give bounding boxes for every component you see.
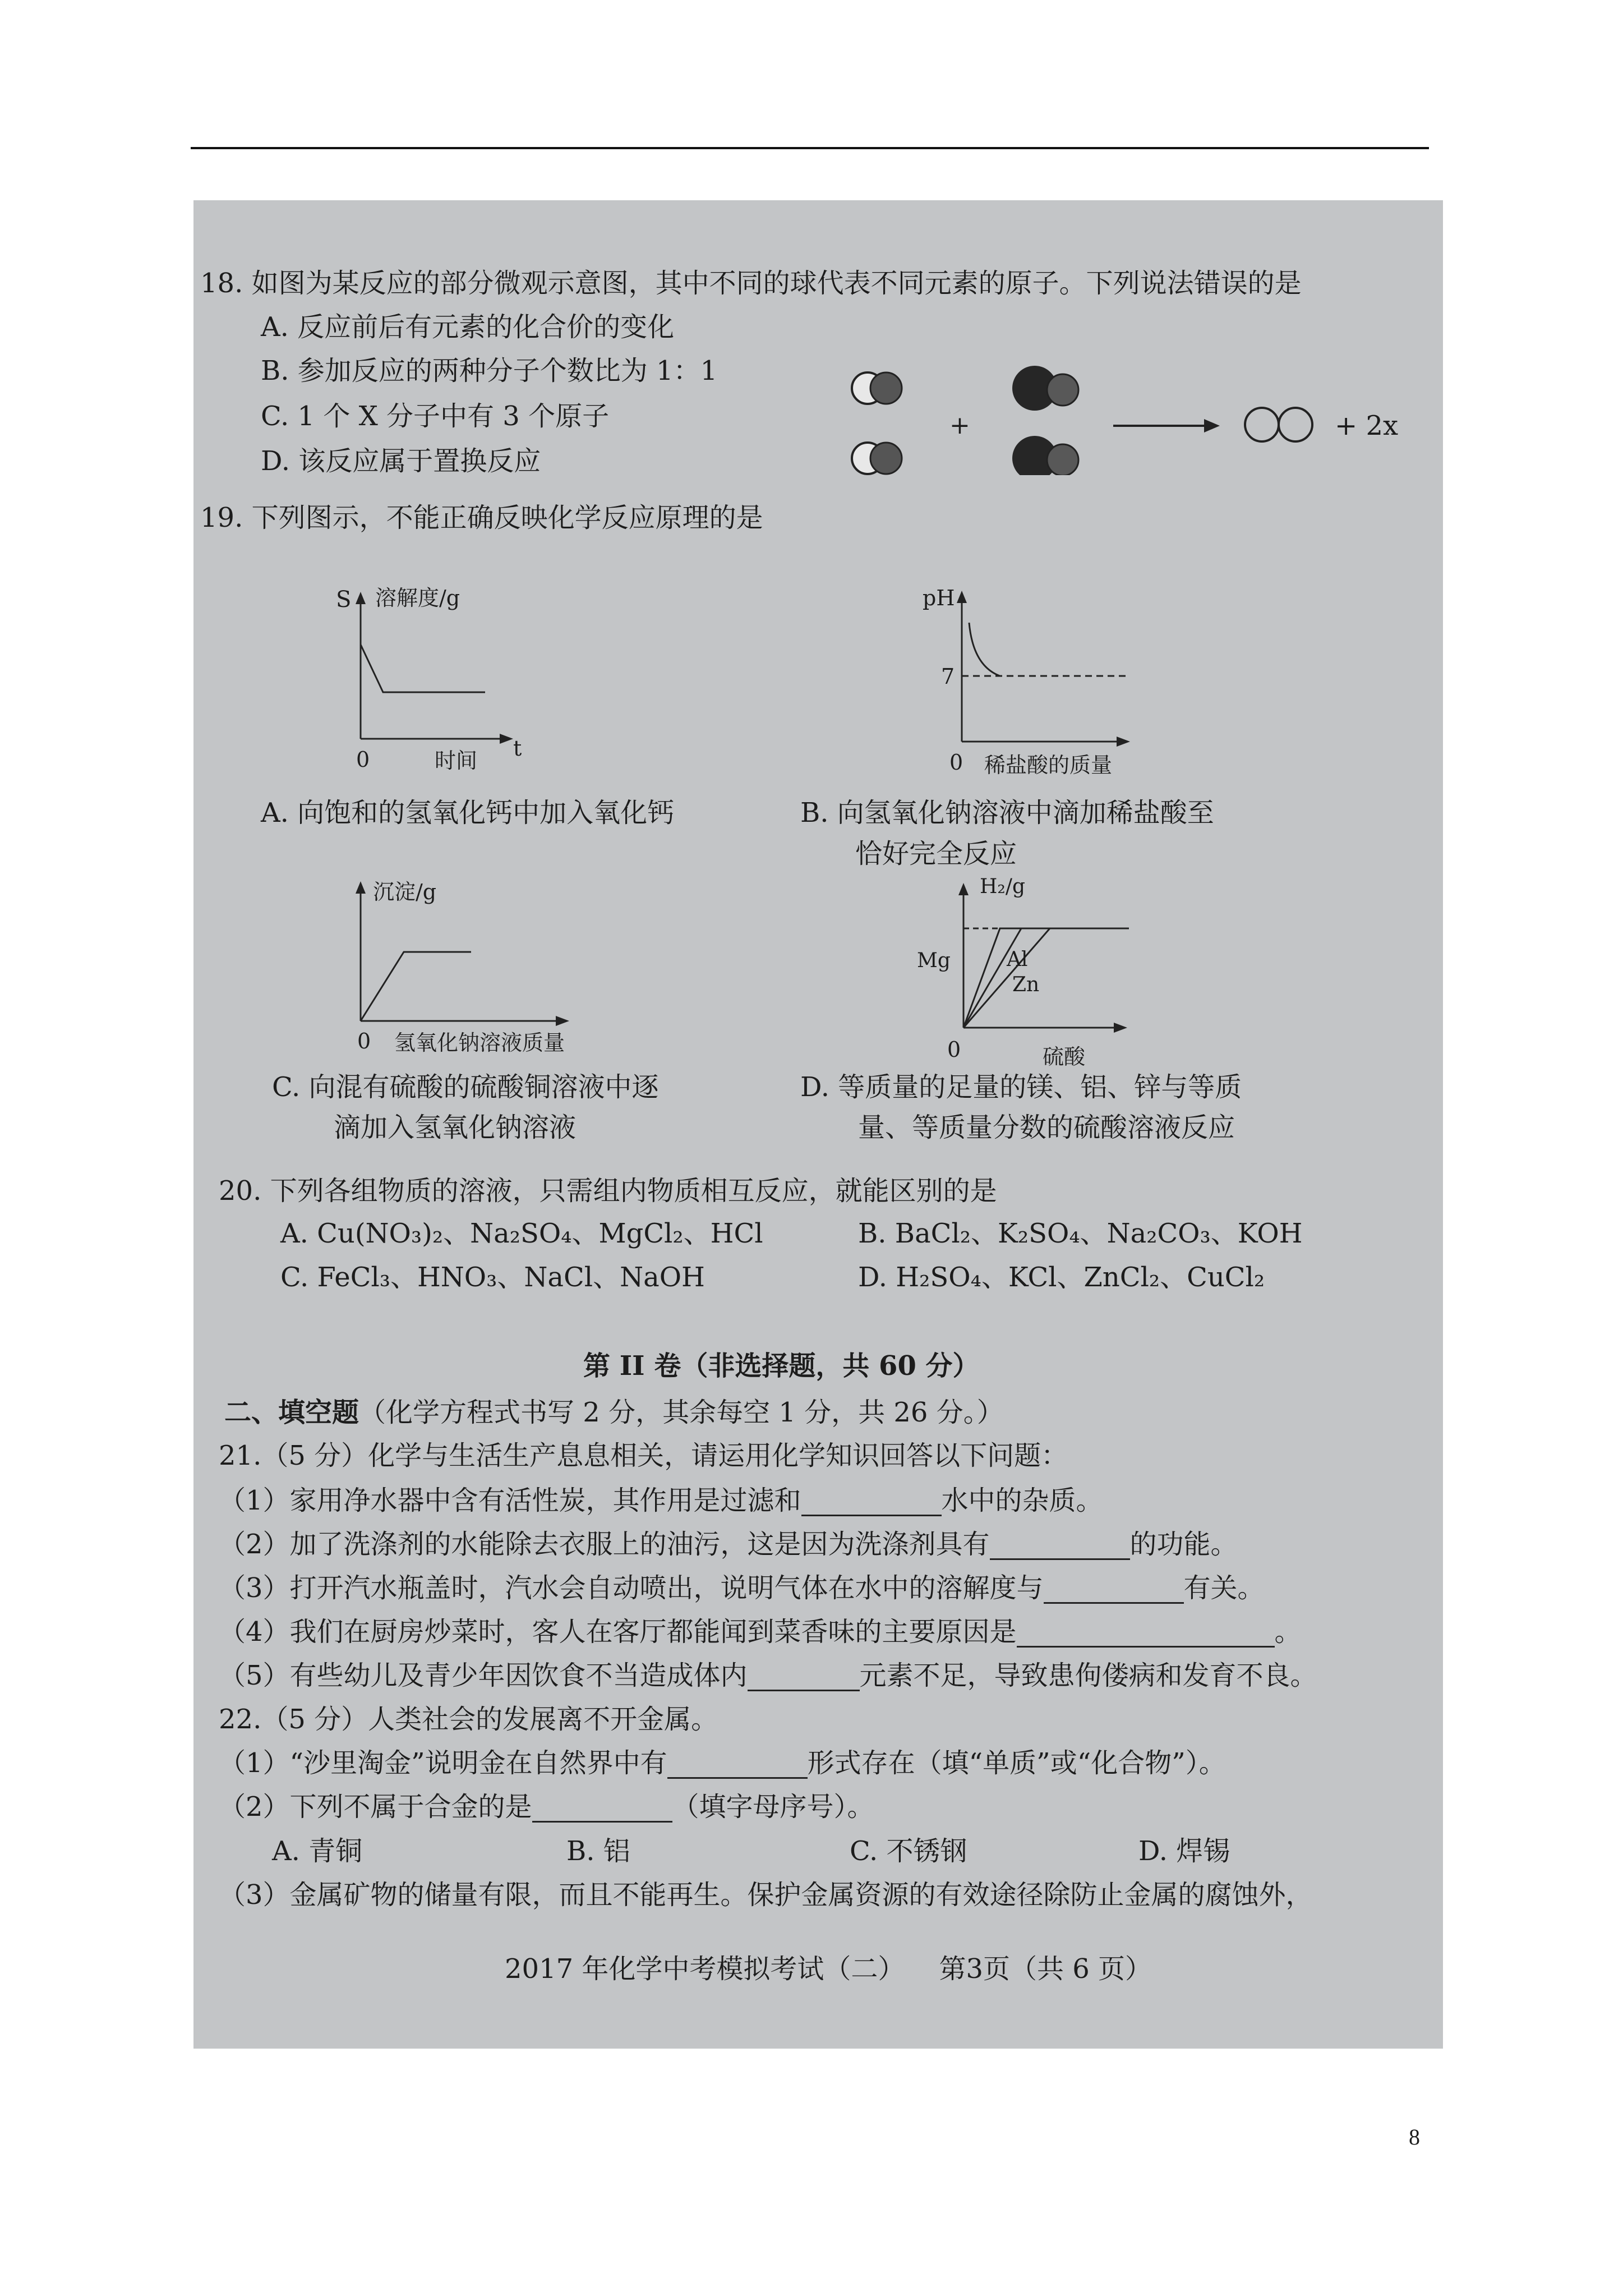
- q21-l4-text: （4）我们在厨房炒菜时，客人在客厅都能闻到菜香味的主要原因是: [219, 1616, 1017, 1648]
- chart-a: [322, 582, 603, 772]
- q18-option-d: D. 该反应属于置换反应: [261, 445, 541, 477]
- chart-d-al: Al: [1007, 948, 1028, 971]
- chart-b-xlabel: 稀盐酸的质量: [984, 753, 1113, 777]
- q22-blank-1[interactable]: [667, 1752, 808, 1779]
- chart-c-xlabel: 氢氧化钠溶液质量: [394, 1030, 565, 1055]
- chart-d-origin: 0: [947, 1037, 961, 1062]
- q19-stem: 19. 下列图示，不能正确反映化学反应原理的是: [200, 502, 763, 533]
- q21-l1-text: （1）家用净水器中含有活性炭，其作用是过滤和: [219, 1485, 801, 1516]
- chart-a-curve: [361, 645, 485, 692]
- q21-l2-tail: 的功能。: [1129, 1529, 1238, 1560]
- q21-l1-tail: 水中的杂质。: [941, 1485, 1103, 1516]
- exam-footer: 2017 年化学中考模拟考试（二） 第3页（共 6 页）: [505, 1953, 1152, 1985]
- q22-line-3: （3）金属矿物的储量有限，而且不能再生。保护金属资源的有效途径除防止金属的腐蚀外，: [219, 1879, 1313, 1911]
- chart-a-t: t: [513, 736, 522, 761]
- chart-b-seven: 7: [941, 664, 955, 689]
- chart-a-origin: 0: [356, 747, 370, 772]
- q21-l3-text: （3）打开汽水瓶盖时，汽水会自动喷出，说明气体在水中的溶解度与: [219, 1572, 1044, 1604]
- q20-option-a: A. Cu(NO₃)₂、Na₂SO₄、MgCl₂、HCl: [280, 1218, 763, 1249]
- section2-heading: 二、填空题: [224, 1397, 359, 1428]
- q22-line-2: [219, 1791, 874, 1823]
- q21-blank-1[interactable]: [801, 1490, 942, 1516]
- chart-c: [322, 857, 670, 1059]
- chart-a-ylabel: 溶解度/g: [375, 586, 460, 610]
- q21-blank-5[interactable]: [748, 1665, 860, 1691]
- chart-d-xlabel: 硫酸: [1043, 1045, 1086, 1069]
- q22-l2-text: （2）下列不属于合金的是: [219, 1791, 532, 1823]
- q20-option-b: B. BaCl₂、K₂SO₄、Na₂CO₃、KOH: [858, 1218, 1303, 1249]
- q18-option-a: A. 反应前后有元素的化合价的变化: [261, 311, 675, 343]
- q21-blank-3[interactable]: [1044, 1577, 1184, 1604]
- q21-l4-tail: 。: [1274, 1616, 1302, 1648]
- reaction-diagram: [827, 346, 1433, 475]
- plus-sign: +: [949, 411, 970, 440]
- q22-blank-2[interactable]: [532, 1796, 672, 1823]
- molecule-cb-1: [1012, 366, 1078, 411]
- chart-d-ylabel: H₂/g: [980, 875, 1025, 898]
- plus-2x: + 2x: [1335, 410, 1399, 441]
- q20-option-d: D. H₂SO₄、KCl、ZnCl₂、CuCl₂: [858, 1262, 1265, 1293]
- chart-c-origin: 0: [357, 1029, 371, 1053]
- chart-b-ylabel: pH: [923, 586, 955, 610]
- molecule-cb-2: [1012, 436, 1078, 475]
- chart-b-curve: [969, 623, 1000, 676]
- q21-l5-tail: 元素不足，导致患佝偻病和发育不良。: [859, 1660, 1317, 1691]
- section2-heading-row: [224, 1397, 1004, 1428]
- chart-b-caption-2: 恰好完全反应: [855, 838, 1017, 869]
- q22-option-c: C. 不锈钢: [850, 1835, 967, 1867]
- exam-photo: [193, 200, 1443, 2049]
- chart-d-zn: Zn: [1012, 973, 1040, 996]
- chart-d-caption-2: 量、等质量分数的硫酸溶液反应: [858, 1112, 1235, 1143]
- section2-title: 第 II 卷（非选择题，共 60 分）: [583, 1350, 980, 1382]
- section2-heading-note: （化学方程式书写 2 分，其余每空 1 分，共 26 分。）: [359, 1397, 1004, 1428]
- q22-stem: 22.（5 分）人类社会的发展离不开金属。: [219, 1704, 718, 1735]
- molecule-aa: [1245, 408, 1312, 441]
- q21-line-1: [219, 1485, 1103, 1516]
- q22-option-a: A. 青铜: [272, 1835, 363, 1867]
- q21-blank-2[interactable]: [990, 1534, 1130, 1560]
- molecule-ab-2: [852, 443, 902, 474]
- molecule-ab-1: [852, 372, 902, 404]
- chart-c-curve: [361, 952, 471, 1021]
- q18-option-b: B. 参加反应的两种分子个数比为 1：1: [261, 355, 718, 386]
- chart-a-s: S: [336, 587, 352, 613]
- q20-stem: 20. 下列各组物质的溶液，只需组内物质相互反应，就能区别的是: [219, 1175, 997, 1207]
- chart-c-caption-1: C. 向混有硫酸的硫酸铜溶液中逐: [272, 1071, 659, 1103]
- chart-a-xlabel: 时间: [435, 748, 478, 772]
- q21-l5-text: （5）有些幼儿及青少年因饮食不当造成体内: [219, 1660, 748, 1691]
- chart-c-ylabel: 沉淀/g: [373, 880, 437, 904]
- q18-stem: 18. 如图为某反应的部分微观示意图，其中不同的球代表不同元素的原子。下列说法错误的是: [200, 268, 1302, 299]
- chart-d-mg-line: [963, 928, 1129, 1028]
- q21-blank-4[interactable]: [1017, 1621, 1275, 1648]
- q21-l3-tail: 有关。: [1183, 1572, 1265, 1604]
- reaction-arrow: [1113, 419, 1220, 432]
- chart-b-origin: 0: [949, 750, 963, 775]
- q21-line-2: [219, 1529, 1238, 1560]
- q21-l2-text: （2）加了洗涤剂的水能除去衣服上的油污，这是因为洗涤剂具有: [219, 1529, 990, 1560]
- chart-d-caption-1: D. 等质量的足量的镁、铝、锌与等质: [800, 1071, 1242, 1103]
- q22-l1-text: （1）“沙里淘金”说明金在自然界中有: [219, 1747, 667, 1779]
- q21-line-4: [219, 1616, 1302, 1648]
- chart-a-caption: A. 向饱和的氢氧化钙中加入氧化钙: [261, 797, 675, 829]
- page-number: 8: [1409, 2124, 1420, 2150]
- q22-option-b: B. 铝: [566, 1835, 630, 1867]
- q22-line-1: [219, 1747, 1226, 1779]
- q22-l1-tail: 形式存在（填“单质”或“化合物”）。: [807, 1747, 1226, 1779]
- chart-d-mg: Mg: [917, 949, 951, 972]
- header-rule: [191, 147, 1429, 149]
- q21-stem: 21.（5 分）化学与生活生产息息相关，请运用化学知识回答以下问题：: [219, 1440, 1068, 1471]
- q22-option-d: D. 焊锡: [1138, 1835, 1230, 1867]
- q21-line-5: [219, 1660, 1317, 1691]
- q21-line-3: [219, 1572, 1265, 1604]
- q18-option-c: C. 1 个 X 分子中有 3 个原子: [261, 401, 610, 432]
- q22-l2-tail: （填字母序号）。: [672, 1791, 874, 1823]
- chart-c-caption-2: 滴加入氢氧化钠溶液: [334, 1112, 577, 1143]
- chart-b-caption-1: B. 向氢氧化钠溶液中滴加稀盐酸至: [800, 797, 1214, 829]
- chart-d: [895, 871, 1231, 1073]
- q20-option-c: C. FeCl₃、HNO₃、NaCl、NaOH: [280, 1262, 705, 1293]
- chart-b: [917, 576, 1231, 778]
